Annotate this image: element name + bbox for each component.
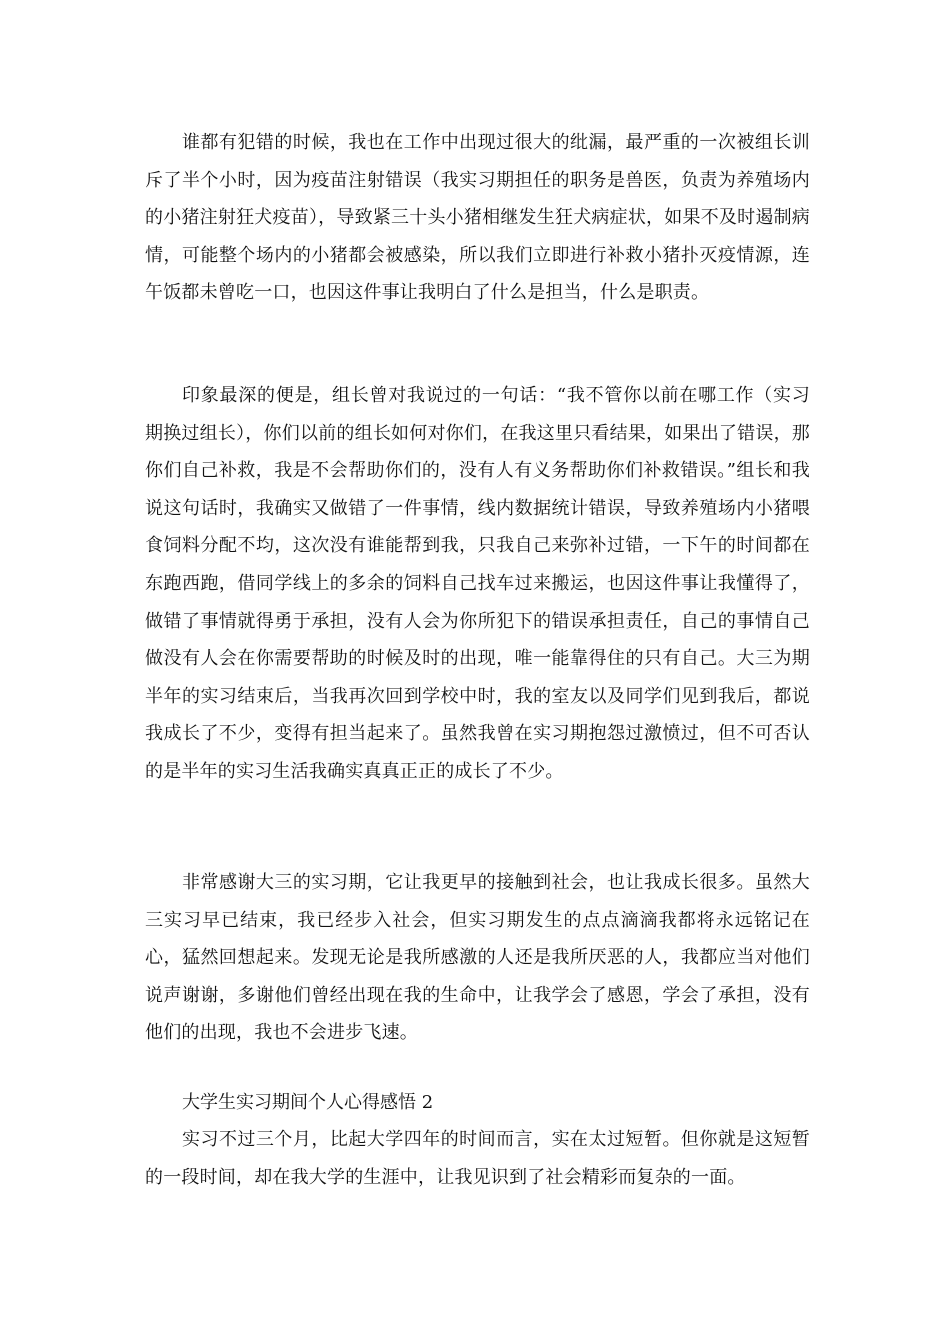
paragraph-internship-intro: 实习不过三个月，比起大学四年的时间而言，实在太过短暂。但你就是这短暂的一段时间，却在我大学的生涯中，让我见识到了社会精彩而复杂的一面。	[145, 1129, 810, 1188]
paragraph-team-leader-quote: 印象最深的便是，组长曾对我说过的一句话：“我不管你以前在哪工作（实习期换过组长），你们以前的组长如何对你们，在我这里只看结果，如果出了错误，那你们自己补救，我是不会帮助你们的，没有人有义务帮助你们补救错误。”组长和我说这句话时，我确实又做错了一件事情，线内数据统计错误，导致养殖场内小猪喂食饲料分配不均，这次没有谁能帮到我，只我自己来弥补过错，一下午的时间都在东跑西跑，借同学线上的多余的饲料自己找车过来搬运，也因这件事让我懂得了，做错了事情就得勇于承担，没有人会为你所犯下的错误承担责任，自己的事情自己做没有人会在你需要帮助的时候及时的出现，唯一能靠得住的只有自己。大三为期半年的实习结束后，当我再次回到学校中时，我的室友以及同学们见到我后，都说我成长了不少，变得有担当起来了。虽然我曾在实习期抱怨过激愤过，但不可否认的是半年的实习生活我确实真真正正的成长了不少。	[145, 385, 810, 782]
section-heading: 大学生实习期间个人心得感悟 2	[182, 1092, 434, 1113]
paragraph-mistake-story: 谁都有犯错的时候，我也在工作中出现过很大的纰漏，最严重的一次被组长训斥了半个小时，因为疫苗注射错误（我实习期担任的职务是兽医，负责为养殖场内的小猪注射狂犬疫苗），导致紧三十头小猪相继发生狂犬病症状，如果不及时遏制病情，可能整个场内的小猪都会被感染，所以我们立即进行补救小猪扑灭疫情源，连午饭都未曾吃一口，也因这件事让我明白了什么是担当，什么是职责。	[145, 132, 810, 304]
paragraph-gratitude: 非常感谢大三的实习期，它让我更早的接触到社会，也让我成长很多。虽然大三实习早已结束，我已经步入社会，但实习期发生的点点滴滴我都将永远铭记在心，猛然回想起来。发现无论是我所感激的人还是我所厌恶的人，我都应当对他们说声谢谢，多谢他们曾经出现在我的生命中，让我学会了感恩，学会了承担，没有他们的出现，我也不会进步飞速。	[145, 872, 810, 1044]
